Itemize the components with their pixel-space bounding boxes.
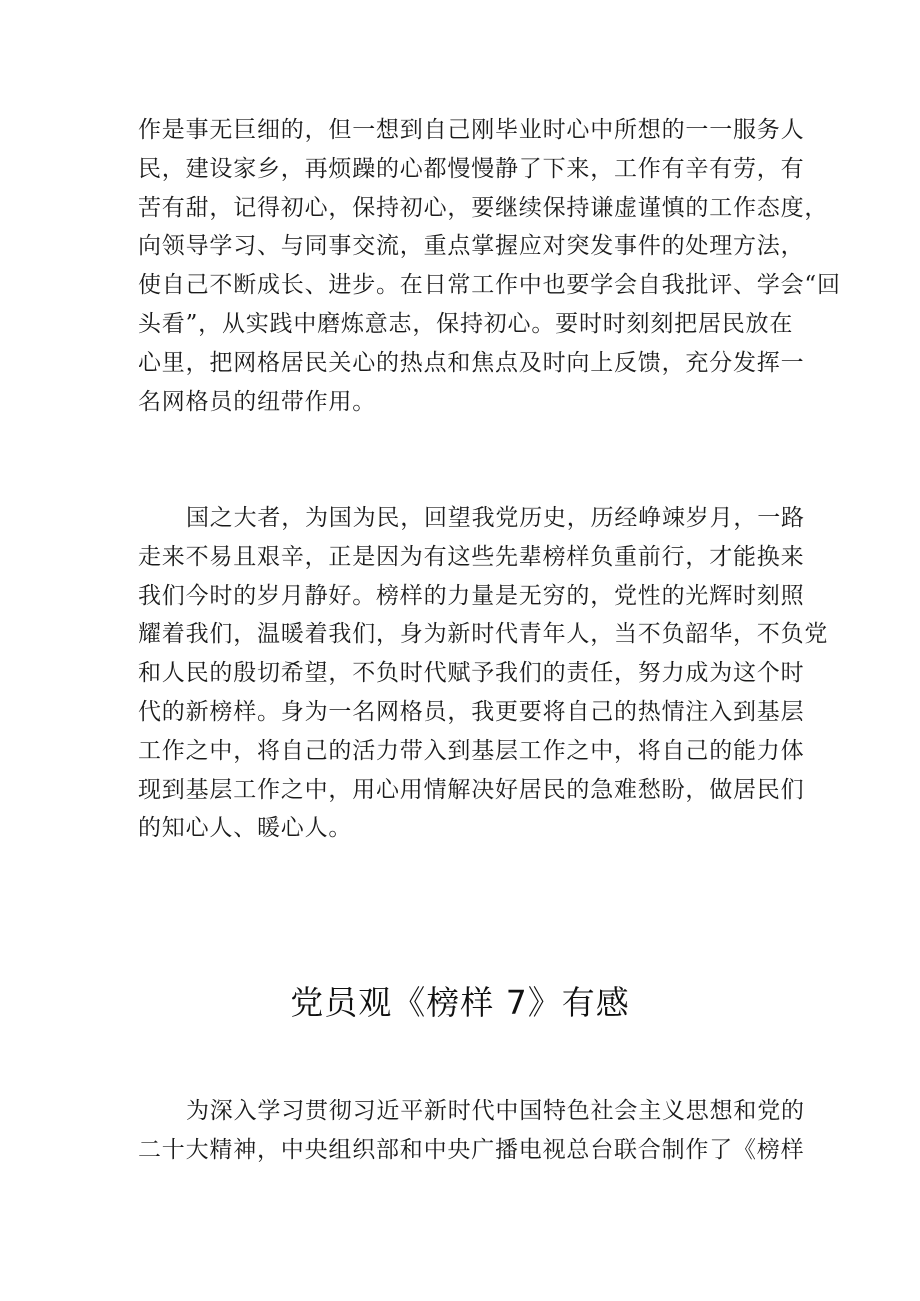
paragraph bbox=[138, 499, 829, 848]
paragraph-continued bbox=[138, 111, 841, 421]
intro-paragraph bbox=[138, 1092, 805, 1170]
text-line: 工作之中，将自己的活力带入到基层工作之中，将自己的能力体 bbox=[138, 737, 805, 764]
text-line: 使自己不断成长、进步。在日常工作中也要学会自我批评、学会“回 bbox=[138, 272, 841, 299]
section-title: 党员观《榜样 7》有感 bbox=[290, 983, 630, 1022]
text-line: 的知心人、暖心人。 bbox=[138, 815, 353, 842]
text-line: 头看”，从实践中磨炼意志，保持初心。要时时刻刻把居民放在 bbox=[138, 310, 794, 337]
text-line: 向领导学习、与同事交流，重点掌握应对突发事件的处理方法， bbox=[138, 233, 805, 260]
text-line: 作是事无巨细的，但一想到自己刚毕业时心中所想的一一服务人 bbox=[138, 117, 805, 143]
text-line: 国之大者，为国为民，回望我党历史，历经峥竦岁月，一路 bbox=[186, 505, 805, 531]
text-line: 耀着我们，温暖着我们，身为新时代青年人，当不负韶华，不负党 bbox=[138, 621, 829, 648]
text-line: 心里，把网格居民关心的热点和焦点及时向上反馈，充分发挥一 bbox=[138, 349, 805, 376]
text-line: 我们今时的岁月静好。榜样的力量是无穷的，党性的光辉时刻照 bbox=[138, 582, 805, 609]
text-line: 二十大精神，中央组织部和中央广播电视总台联合制作了《榜样 bbox=[138, 1136, 805, 1163]
text-line: 和人民的殷切希望，不负时代赋予我们的责任，努力成为这个时 bbox=[138, 660, 805, 687]
text-line: 名网格员的纽带作用。 bbox=[138, 388, 376, 415]
text-line: 苦有甜，记得初心，保持初心，要继续保持谦虚谨慎的工作态度， bbox=[138, 194, 829, 221]
text-line: 代的新榜样。身为一名网格员，我更要将自己的热情注入到基层 bbox=[138, 698, 805, 725]
text-line: 走来不易且艰辛，正是因为有这些先辈榜样负重前行，才能换来 bbox=[138, 543, 805, 570]
text-line: 现到基层工作之中，用心用情解决好居民的急难愁盼，做居民们 bbox=[138, 776, 805, 803]
text-line: 为深入学习贯彻习近平新时代中国特色社会主义思想和党的 bbox=[186, 1098, 805, 1124]
text-line: 民，建设家乡，再烦躁的心都慢慢静了下来，工作有辛有劳，有 bbox=[138, 155, 805, 182]
